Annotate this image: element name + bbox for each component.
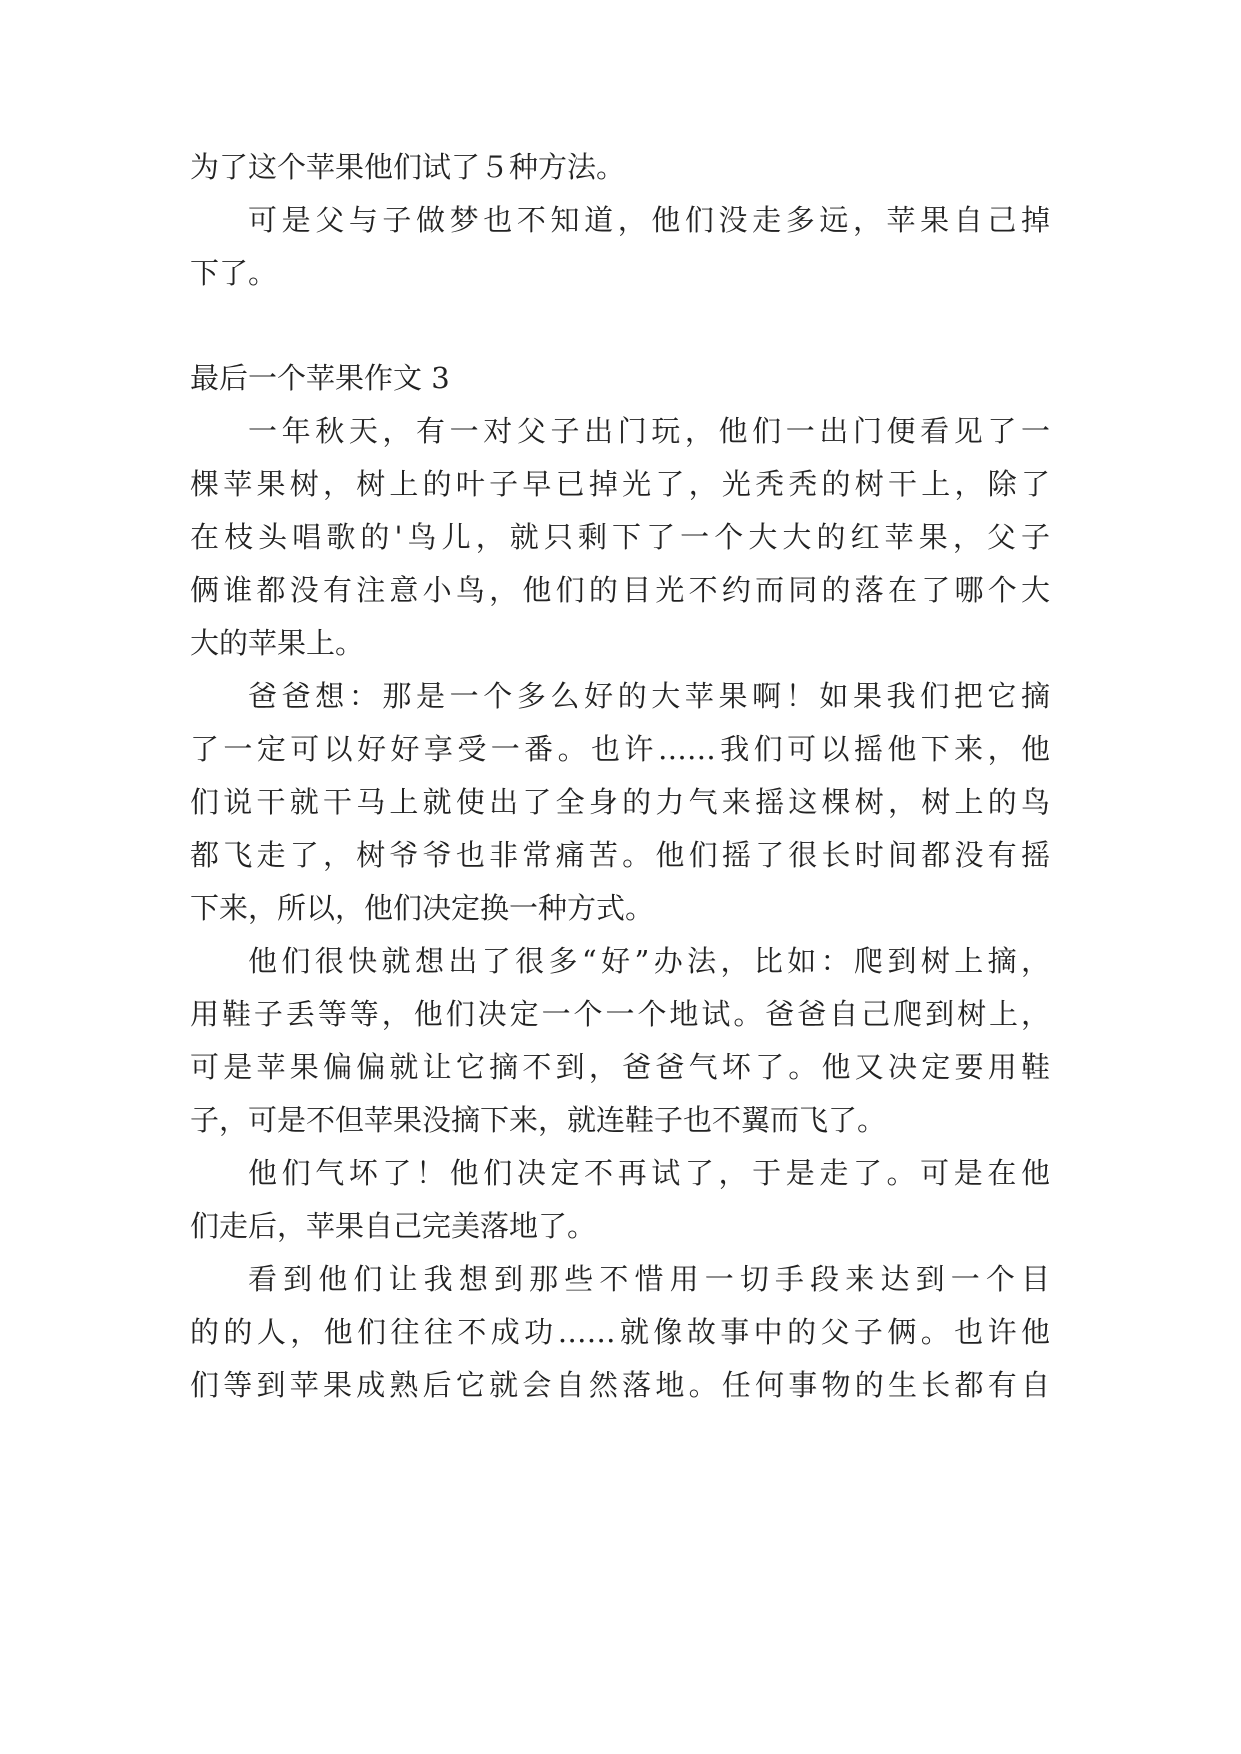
text-line: 都飞走了，树爷爷也非常痛苦。他们摇了很长时间都没有摇 <box>190 838 1050 872</box>
text-line: 的的人，他们往往不成功……就像故事中的父子俩。也许他 <box>190 1315 1050 1349</box>
text-line: 下来，所以，他们决定换一种方式。 <box>190 891 655 925</box>
text-line: 看到他们让我想到那些不惜用一切手段来达到一个目 <box>248 1262 1050 1296</box>
text-line: 他们很快就想出了很多“好”办法，比如：爬到树上摘， <box>248 944 1050 978</box>
text-line: 们走后，苹果自己完美落地了。 <box>190 1209 597 1243</box>
section-heading: 最后一个苹果作文 3 <box>190 361 450 395</box>
text-line: 了一定可以好好享受一番。也许……我们可以摇他下来，他 <box>190 732 1050 766</box>
text-line: 下了。 <box>190 256 278 290</box>
text-line: 用鞋子丢等等，他们决定一个一个地试。爸爸自己爬到树上， <box>190 997 1050 1031</box>
text-line: 棵苹果树，树上的叶子早已掉光了，光秃秃的树干上，除了 <box>190 467 1050 501</box>
text-line: 们说干就干马上就使出了全身的力气来摇这棵树，树上的鸟 <box>190 785 1050 819</box>
text-line: 可是苹果偏偏就让它摘不到，爸爸气坏了。他又决定要用鞋 <box>190 1050 1050 1084</box>
text-line: 俩谁都没有注意小鸟，他们的目光不约而同的落在了哪个大 <box>190 573 1050 607</box>
text-line: 子，可是不但苹果没摘下来，就连鞋子也不翼而飞了。 <box>190 1103 887 1137</box>
text-line: 可是父与子做梦也不知道，他们没走多远，苹果自己掉 <box>248 203 1050 237</box>
text-line: 为了这个苹果他们试了５种方法。 <box>190 150 626 184</box>
text-line: 们等到苹果成熟后它就会自然落地。任何事物的生长都有自 <box>190 1368 1050 1402</box>
text-line: 他们气坏了！他们决定不再试了，于是走了。可是在他 <box>248 1156 1050 1190</box>
text-line: 大的苹果上。 <box>190 626 365 660</box>
text-line: 一年秋天，有一对父子出门玩，他们一出门便看见了一 <box>248 414 1050 448</box>
text-line: 爸爸想：那是一个多么好的大苹果啊！如果我们把它摘 <box>248 679 1050 713</box>
text-line: 在枝头唱歌的'鸟儿，就只剩下了一个大大的红苹果，父子 <box>190 520 1050 554</box>
